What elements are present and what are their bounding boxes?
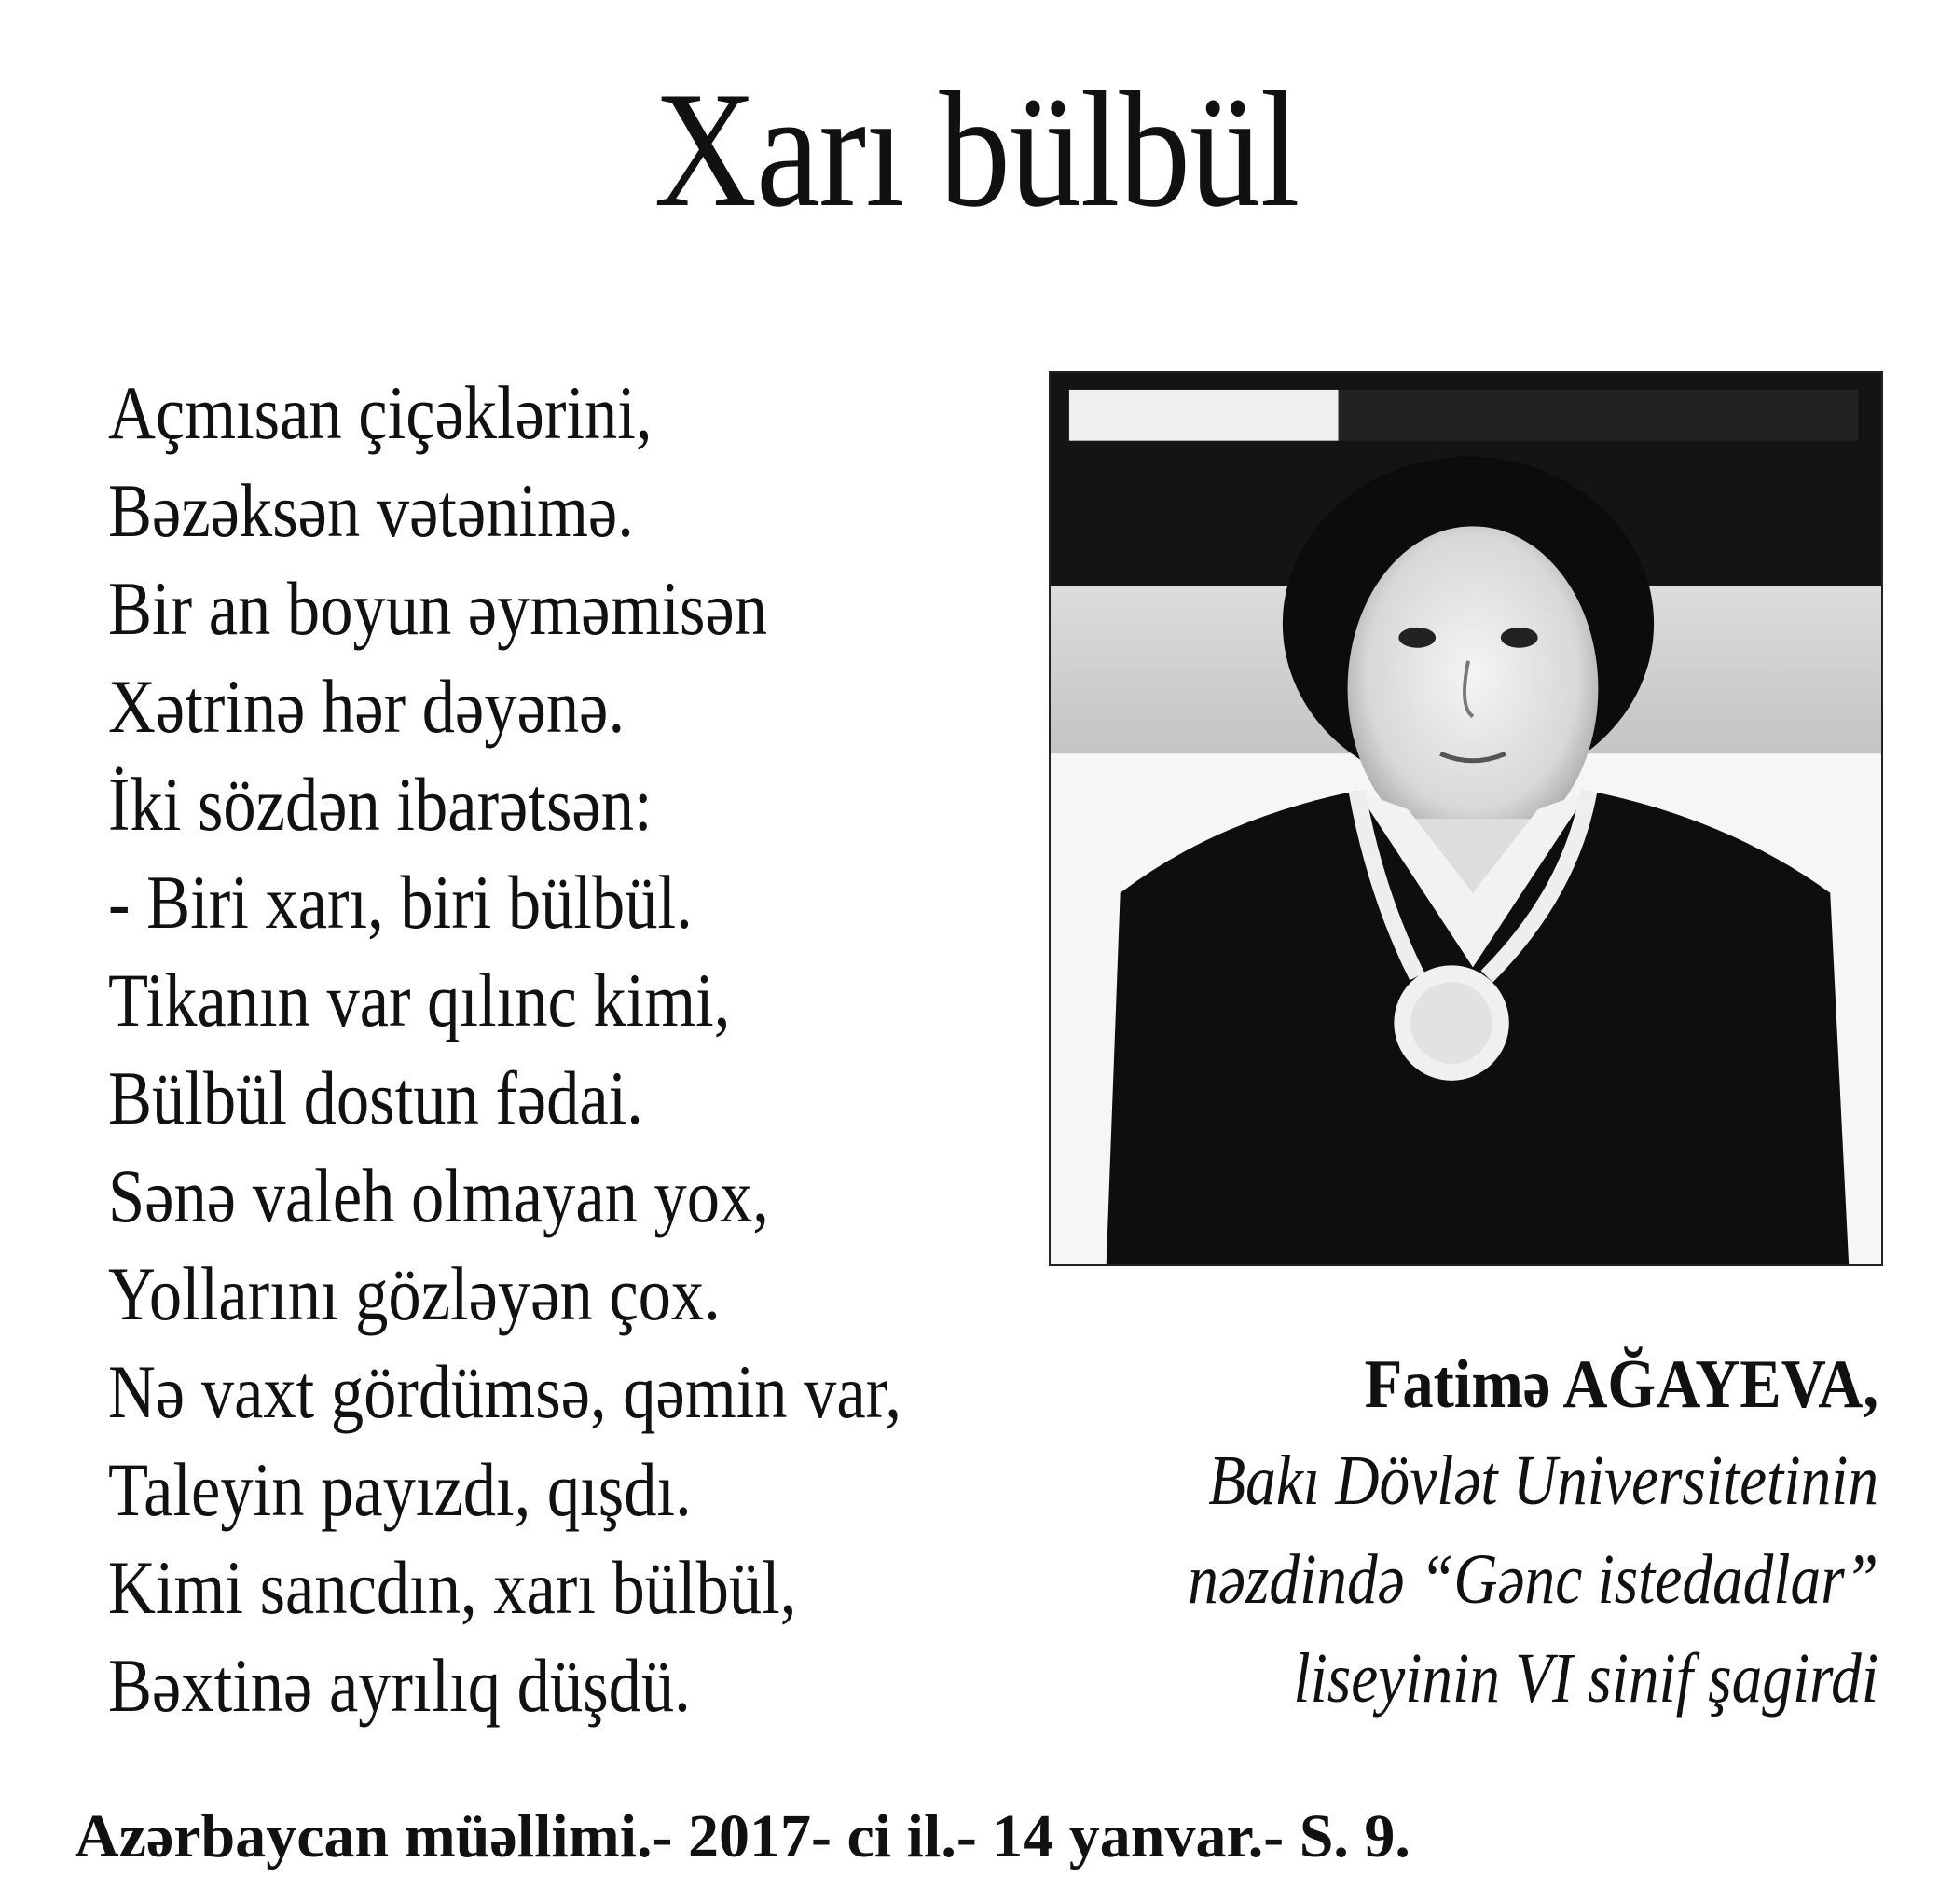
poem-line: Kimi sancdın, xarı bülbül, — [108, 1545, 797, 1630]
author-affiliation-line: nəzdində “Gənc istedadlar” — [1188, 1540, 1878, 1619]
poem-title: Xarı bülbül — [653, 57, 1300, 241]
author-affiliation-line: liseyinin VI sinif şagirdi — [1293, 1639, 1878, 1718]
poem-line: Tikanın var qılınc kimi, — [108, 958, 731, 1042]
poem-line: Bəxtinə ayrılıq düşdü. — [108, 1643, 691, 1728]
poem-line: Yollarını gözləyən çox. — [108, 1251, 721, 1336]
poem-line: Xətrinə hər dəyənə. — [108, 664, 626, 749]
poem-line: - Biri xarı, biri bülbül. — [108, 860, 693, 945]
poem-line: Nə vaxt gördümsə, qəmin var, — [108, 1349, 902, 1434]
poem-text — [108, 364, 1040, 1734]
author-block — [1039, 1338, 1878, 1728]
poem-line: Bülbül dostun fədai. — [108, 1055, 643, 1140]
author-affiliation-line: Bakı Dövlət Universitetinin — [1208, 1442, 1878, 1520]
poem-line: Bir an boyun əyməmisən — [108, 566, 768, 651]
poem-line: Bəzəksən vətənimə. — [108, 468, 634, 553]
author-name: Fatimə AĞAYEVA, — [1364, 1346, 1878, 1423]
poem-line: Açmısan çiçəklərini, — [108, 370, 653, 455]
source-citation: Azərbaycan müəllimi.- 2017- ci il.- 14 yanvar.- S. 9. — [75, 1802, 1410, 1870]
poem-line: İki sözdən ibarətsən: — [108, 762, 653, 847]
poem-line: Taleyin payızdı, qışdı. — [108, 1447, 692, 1532]
poem-line: Sənə valeh olmayan yox, — [108, 1153, 769, 1238]
author-photo — [1049, 371, 1883, 1266]
portrait-illustration — [1051, 373, 1881, 1264]
